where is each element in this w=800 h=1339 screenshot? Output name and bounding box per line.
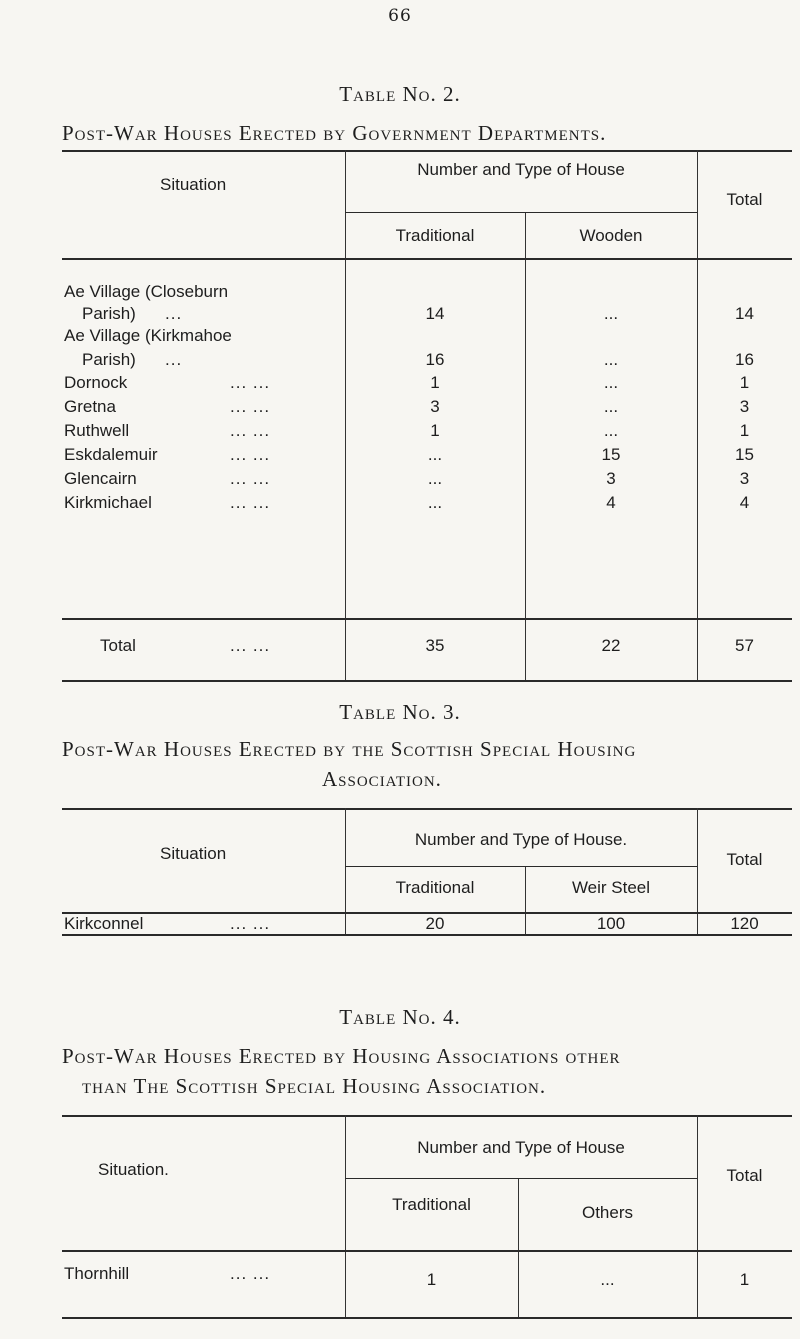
table2-row-wooden: 4 bbox=[606, 493, 616, 512]
table2-header-rule bbox=[62, 258, 792, 260]
table2-row-wooden: ... bbox=[603, 397, 619, 416]
table2-header-group: Number and Type of House bbox=[417, 160, 625, 179]
table2-row-wooden: ... bbox=[603, 373, 619, 392]
table2-row-total: 4 bbox=[739, 493, 750, 512]
table2-total-traditional: 35 bbox=[425, 636, 445, 655]
table2-row-leader: ... ... bbox=[230, 469, 271, 488]
table2-row-total: 3 bbox=[739, 469, 750, 488]
table3-title: Table No. 3. bbox=[339, 700, 461, 724]
table2-row-situation: Ae Village (Kirkmahoe bbox=[64, 326, 232, 345]
table2-total-label: Total bbox=[100, 636, 136, 655]
table4-header-rule bbox=[62, 1250, 792, 1252]
table4-col-divider bbox=[518, 1178, 519, 1317]
table2-group-rule bbox=[345, 212, 697, 213]
table2-total-total: 57 bbox=[735, 636, 754, 655]
table2-row-situation: Gretna bbox=[64, 397, 116, 416]
table2-row-leader: ... ... bbox=[230, 397, 271, 416]
table2-row-situation: Dornock bbox=[64, 373, 128, 392]
table2-row-traditional: 3 bbox=[430, 397, 440, 416]
table4-header-traditional: Traditional bbox=[392, 1195, 471, 1214]
table3-subtitle: Post-War Houses Erected by the Scottish Special Housing bbox=[62, 737, 637, 761]
table2-total-leader: ... ... bbox=[230, 636, 271, 655]
table2-row-traditional: 1 bbox=[430, 373, 440, 392]
table2-row-traditional: ... bbox=[427, 469, 443, 488]
table4-header-total: Total bbox=[726, 1166, 763, 1185]
table2-total-wooden: 22 bbox=[601, 636, 621, 655]
table3-row-weir-steel: 100 bbox=[596, 914, 626, 933]
table2-row-situation: Eskdalemuir bbox=[64, 445, 158, 464]
table2-row-traditional: 1 bbox=[430, 421, 440, 440]
table3-header-weir-steel: Weir Steel bbox=[571, 878, 651, 897]
table2-row-total: 15 bbox=[735, 445, 754, 464]
table3-header-group: Number and Type of House. bbox=[414, 830, 628, 849]
table2-top-rule bbox=[62, 150, 792, 152]
table2-row-total: 3 bbox=[739, 397, 750, 416]
table2-subtitle: Post-War Houses Erected by Government Departments. bbox=[62, 121, 607, 145]
table2-header-wooden: Wooden bbox=[579, 226, 643, 245]
table3-header-traditional: Traditional bbox=[395, 878, 475, 897]
table4-row-total: 1 bbox=[739, 1270, 750, 1289]
table3-group-rule bbox=[345, 866, 697, 867]
table4-header-group: Number and Type of House bbox=[417, 1138, 625, 1157]
table2-row-wooden: ... bbox=[603, 350, 619, 369]
table4-row-situation: Thornhill bbox=[64, 1264, 130, 1283]
table2-row-traditional: 16 bbox=[425, 350, 445, 369]
table4-row-leader: ... ... bbox=[230, 1264, 271, 1283]
table2-row-total: 16 bbox=[735, 350, 754, 369]
table3-row-situation: Kirkconnel bbox=[64, 914, 144, 933]
table4-top-rule bbox=[62, 1115, 792, 1117]
table3-row-leader: ... ... bbox=[230, 914, 271, 933]
table2-bottom-rule bbox=[62, 680, 792, 682]
table4-subtitle-cont: than The Scottish Special Housing Association. bbox=[82, 1074, 547, 1098]
table2-row-situation: Kirkmichael bbox=[64, 493, 152, 512]
table4-title: Table No. 4. bbox=[339, 1005, 461, 1029]
table2-row-wooden: 3 bbox=[606, 469, 616, 488]
table2-row-leader: ... ... bbox=[230, 373, 271, 392]
table2-row-traditional: ... bbox=[427, 493, 443, 512]
table2-title: Table No. 2. bbox=[339, 82, 461, 106]
table4-bottom-rule bbox=[62, 1317, 792, 1319]
table2-row-total: 14 bbox=[735, 304, 754, 323]
table2-header-traditional: Traditional bbox=[395, 226, 475, 245]
table2-row-situation-cont: Parish) bbox=[82, 350, 136, 369]
table2-row-wooden: 15 bbox=[601, 445, 621, 464]
table3-header-total: Total bbox=[726, 850, 763, 869]
table2-row-situation-cont: Parish) bbox=[82, 304, 136, 323]
table2-header-situation: Situation bbox=[160, 175, 227, 194]
table2-row-wooden: ... bbox=[603, 304, 619, 323]
table3-top-rule bbox=[62, 808, 792, 810]
table4-group-rule bbox=[345, 1178, 697, 1179]
table2-row-situation: Ruthwell bbox=[64, 421, 130, 440]
table2-row-situation: Glencairn bbox=[64, 469, 137, 488]
table2-row-leader: ... ... bbox=[230, 445, 271, 464]
table2-row-traditional: ... bbox=[427, 445, 443, 464]
table4-header-others: Others bbox=[581, 1203, 634, 1222]
table2-row-total: 1 bbox=[739, 421, 750, 440]
table4-subtitle: Post-War Houses Erected by Housing Associations other bbox=[62, 1044, 621, 1068]
table2-row-total: 1 bbox=[739, 373, 750, 392]
table2-row-leader: ... ... bbox=[230, 493, 271, 512]
table3-row-traditional: 20 bbox=[425, 914, 445, 933]
table4-row-others: ... bbox=[600, 1270, 615, 1289]
page-number: 66 bbox=[388, 6, 412, 26]
table3-row-total: 120 bbox=[730, 914, 759, 933]
table2-row-leader: ... bbox=[165, 304, 183, 323]
table4-row-traditional: 1 bbox=[426, 1270, 437, 1289]
table2-row-leader: ... ... bbox=[230, 421, 271, 440]
table2-total-rule bbox=[62, 618, 792, 620]
table2-row-leader: ... bbox=[165, 350, 183, 369]
table2-header-total: Total bbox=[726, 190, 763, 209]
table3-header-situation: Situation bbox=[160, 844, 227, 863]
table2-row-situation: Ae Village (Closeburn bbox=[64, 282, 229, 301]
table3-bottom-rule bbox=[62, 934, 792, 936]
table2-row-wooden: ... bbox=[603, 421, 619, 440]
table4-header-situation: Situation. bbox=[98, 1160, 169, 1179]
table3-subtitle-cont: Association. bbox=[322, 767, 442, 791]
table2-row-traditional: 14 bbox=[425, 304, 445, 323]
